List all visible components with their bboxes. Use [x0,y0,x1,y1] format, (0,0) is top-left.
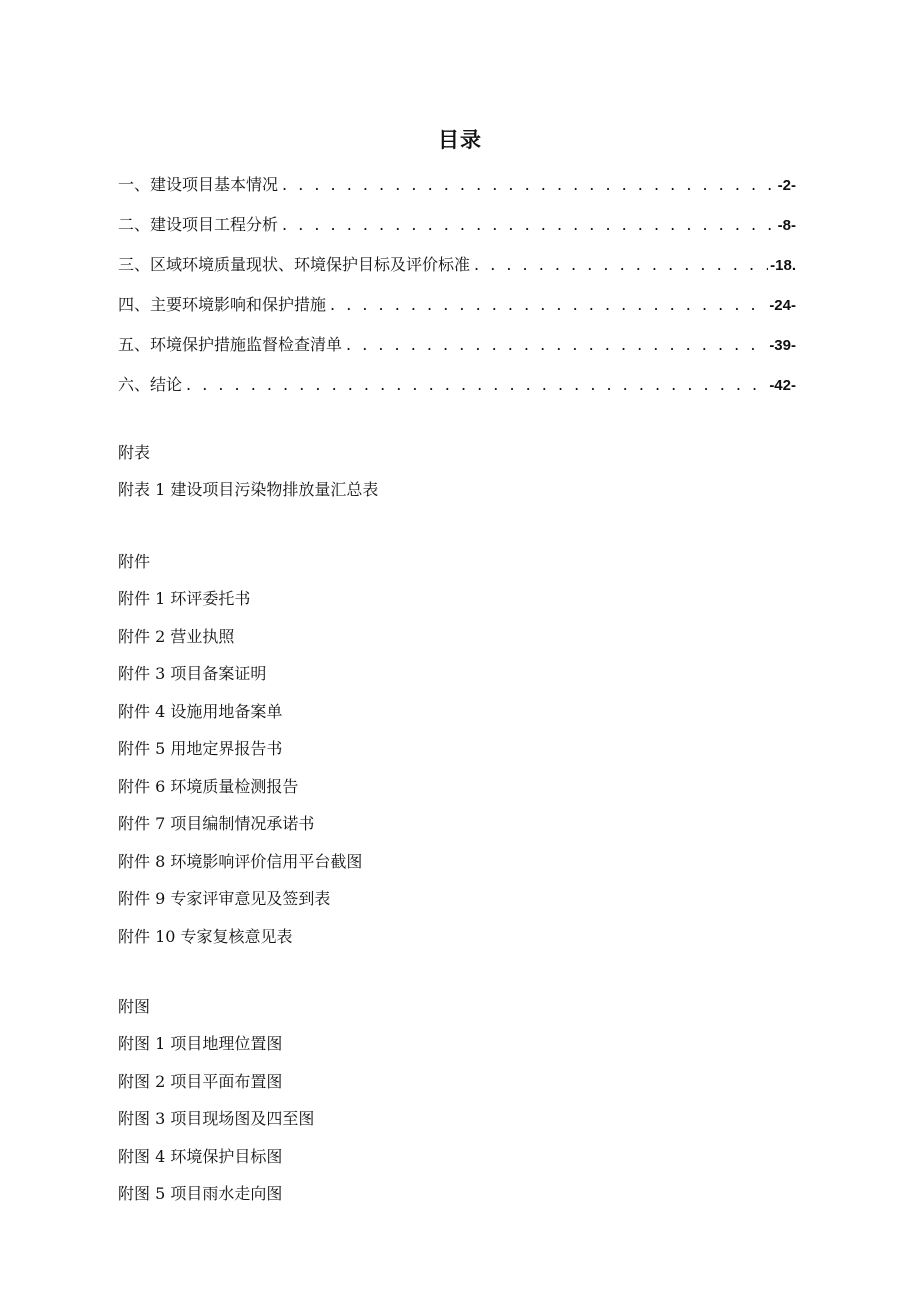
list-item[interactable]: 附表 1 建设项目污染物排放量汇总表 [118,480,379,499]
list-item[interactable]: 附图 5 项目雨水走向图 [118,1184,283,1203]
section-heading: 附件 [118,552,151,571]
toc-entry-label: 六、结论 [118,375,183,394]
list-item[interactable]: 附件 9 专家评审意见及签到表 [118,889,331,908]
section-heading: 附表 [118,443,151,462]
toc-entry-label: 四、主要环境影响和保护措施 [118,295,327,314]
toc-dot-leader [282,175,776,194]
list-item[interactable]: 附件 7 项目编制情况承诺书 [118,814,315,833]
section-heading: 附图 [118,997,151,1016]
toc-dot-leader [282,215,776,234]
list-item[interactable]: 附件 10 专家复核意见表 [118,926,293,946]
toc-dot-leader [346,335,767,354]
appendix-tables-section [118,434,378,509]
toc-entry-label: 五、环境保护措施监督检查清单 [118,335,343,354]
list-item[interactable]: 附件 2 营业执照 [118,626,235,646]
toc-entry-page: -2- [777,177,796,194]
toc-entry[interactable] [118,292,796,332]
toc-entry[interactable] [118,172,796,212]
figures-section [118,988,314,1213]
toc-entry-page: -39- [769,337,796,354]
toc-entry[interactable] [118,252,796,292]
page-title: 目录 [438,128,482,152]
list-item[interactable]: 附图 3 项目现场图及四至图 [118,1109,315,1128]
list-item[interactable]: 附图 2 项目平面布置图 [118,1071,283,1091]
toc-entry-page: -24- [769,297,796,314]
toc-dot-leader [186,375,767,394]
list-item[interactable]: 附图 1 项目地理位置图 [118,1034,283,1053]
toc-entry-page: -42- [769,377,796,394]
toc-dot-leader [474,255,768,274]
toc-entry-label: 一、建设项目基本情况 [118,175,279,194]
toc-dot-leader [330,295,767,314]
list-item[interactable]: 附件 8 环境影响评价信用平台截图 [118,851,363,871]
list-item[interactable]: 附件 5 用地定界报告书 [118,739,283,758]
list-item[interactable]: 附件 1 环评委托书 [118,589,251,608]
list-item[interactable]: 附件 6 环境质量检测报告 [118,776,299,796]
list-item[interactable]: 附件 4 设施用地备案单 [118,701,283,721]
list-item[interactable]: 附图 4 环境保护目标图 [118,1146,283,1166]
toc-entry-page: -18. [770,257,796,274]
toc-entry-label: 二、建设项目工程分析 [118,215,279,234]
toc-entry[interactable] [118,372,796,412]
toc-entry[interactable] [118,332,796,372]
table-of-contents [118,172,796,412]
toc-entry-label: 三、区域环境质量现状、环境保护目标及评价标准 [118,255,471,274]
toc-entry-page: -8- [777,217,796,234]
toc-entry[interactable] [118,212,796,252]
list-item[interactable]: 附件 3 项目备案证明 [118,664,267,683]
attachments-section [118,543,362,955]
